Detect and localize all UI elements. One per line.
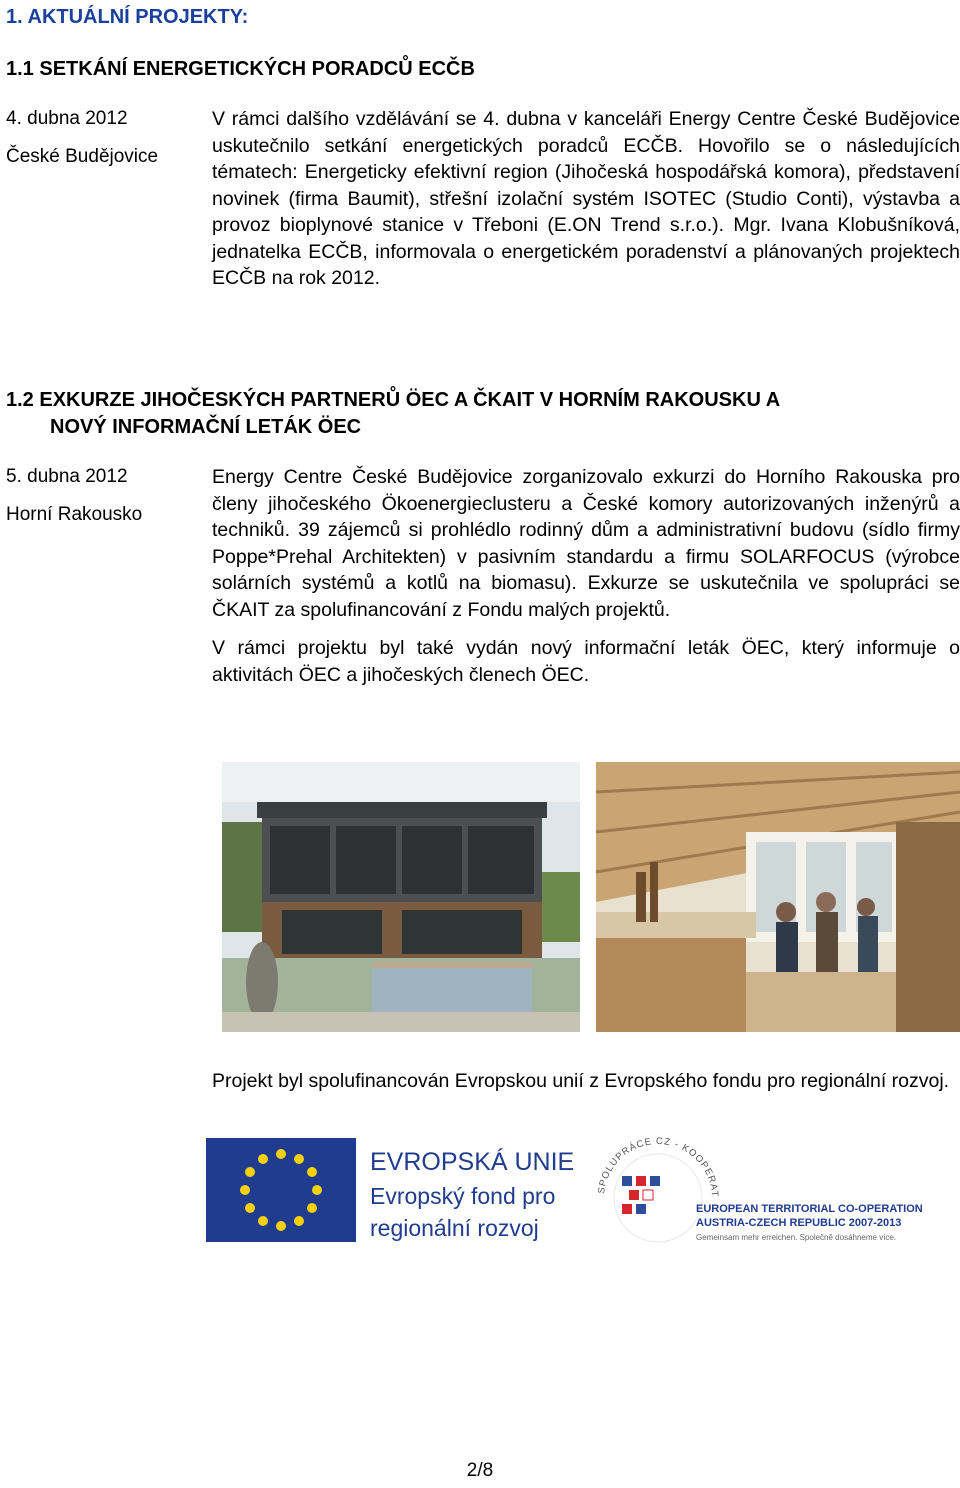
etc-logo: [588, 1120, 960, 1262]
eu-logo-line3: regionální rozvoj: [370, 1215, 539, 1241]
section-2-title-line2: NOVÝ INFORMAČNÍ LETÁK ÖEC: [50, 416, 362, 438]
section-2-sidebar: [6, 458, 142, 534]
eu-logo-line2: Evropský fond pro: [370, 1183, 556, 1209]
section-1-text: [212, 106, 960, 292]
section-1-paragraph: V rámci dalšího vzdělávání se 4. dubna v kanceláři Energy Centre České Budějovice uskutečnilo setkání energetických poradců ECČB. Hovořilo se o následujících tématech: Energeticky efektivní region (Jihočeská hospodářská komora), představení novinek (firma Baumit), střešní izolační systém ISOTEC (Studio Conti), výstavba a provoz bioplynové stanice v Třeboni (E.ON Trend s.r.o.). Mgr. Ivana Klobušníková, jednatelka ECČB, informovala o energetickém poradenství a plánovaných projektech ECČB na rok 2012.: [212, 108, 960, 289]
section-2-text: [212, 464, 960, 688]
page-number: 2/8: [466, 1460, 494, 1481]
main-heading: 1. AKTUÁLNÍ PROJEKTY:: [6, 6, 249, 28]
eu-logo: [206, 1138, 575, 1246]
photo-passive-building: [222, 762, 580, 1032]
photo-interior-visitors: [596, 762, 960, 1032]
section-1-sidebar: [6, 100, 158, 176]
funding-note-text: Projekt byl spolufinancován Evropskou unií z Evropského fondu pro regionální rozvoj.: [212, 1070, 950, 1092]
etc-ring-text: SPOLUPRÁCE CZ - KOOPERAT: [596, 1135, 721, 1198]
section-2-paragraph-1: Energy Centre České Budějovice zorganizovalo exkurzi do Horního Rakouska pro členy jihočeského Ökoenergieclusteru a České komory autorizovaných inženýrů a techniků. 39 zájemců si prohlédlo rodinný dům a administrativní budovu (sídlo firmy Poppe*Prehal Architekten) v pasivním standardu a firmu SOLARFOCUS (výrobce solárních systémů a kotlů na biomasu). Exkurze se uskutečnila ve spolupráci se ČKAIT za spolufinancování z Fondu malých projektů.: [212, 466, 960, 621]
etc-title-1: EUROPEAN TERRITORIAL CO-OPERATION: [696, 1203, 923, 1215]
section-1-place: České Budějovice: [6, 146, 159, 167]
etc-tagline: Gemeinsam mehr erreichen. Společně dosáhneme více.: [696, 1233, 897, 1242]
section-1-date: 4. dubna 2012: [6, 108, 128, 129]
section-1-title: 1.1 SETKÁNÍ ENERGETICKÝCH PORADCŮ ECČB: [6, 58, 475, 80]
section-2-paragraph-2: V rámci projektu byl také vydán nový informační leták ÖEC, který informuje o aktivitách ÖEC a jihočeských členech ÖEC.: [212, 637, 960, 686]
section-2-title-line1: 1.2 EXKURZE JIHOČESKÝCH PARTNERŮ ÖEC A ČKAIT V HORNÍM RAKOUSKU A: [6, 389, 781, 411]
section-2-place: Horní Rakousko: [6, 504, 143, 525]
etc-title-2: AUSTRIA-CZECH REPUBLIC 2007-2013: [696, 1217, 902, 1229]
funding-note: [212, 1068, 960, 1095]
eu-logo-line1: EVROPSKÁ UNIE: [370, 1148, 575, 1176]
section-2-title: [6, 387, 780, 441]
section-2-date: 5. dubna 2012: [6, 466, 128, 487]
